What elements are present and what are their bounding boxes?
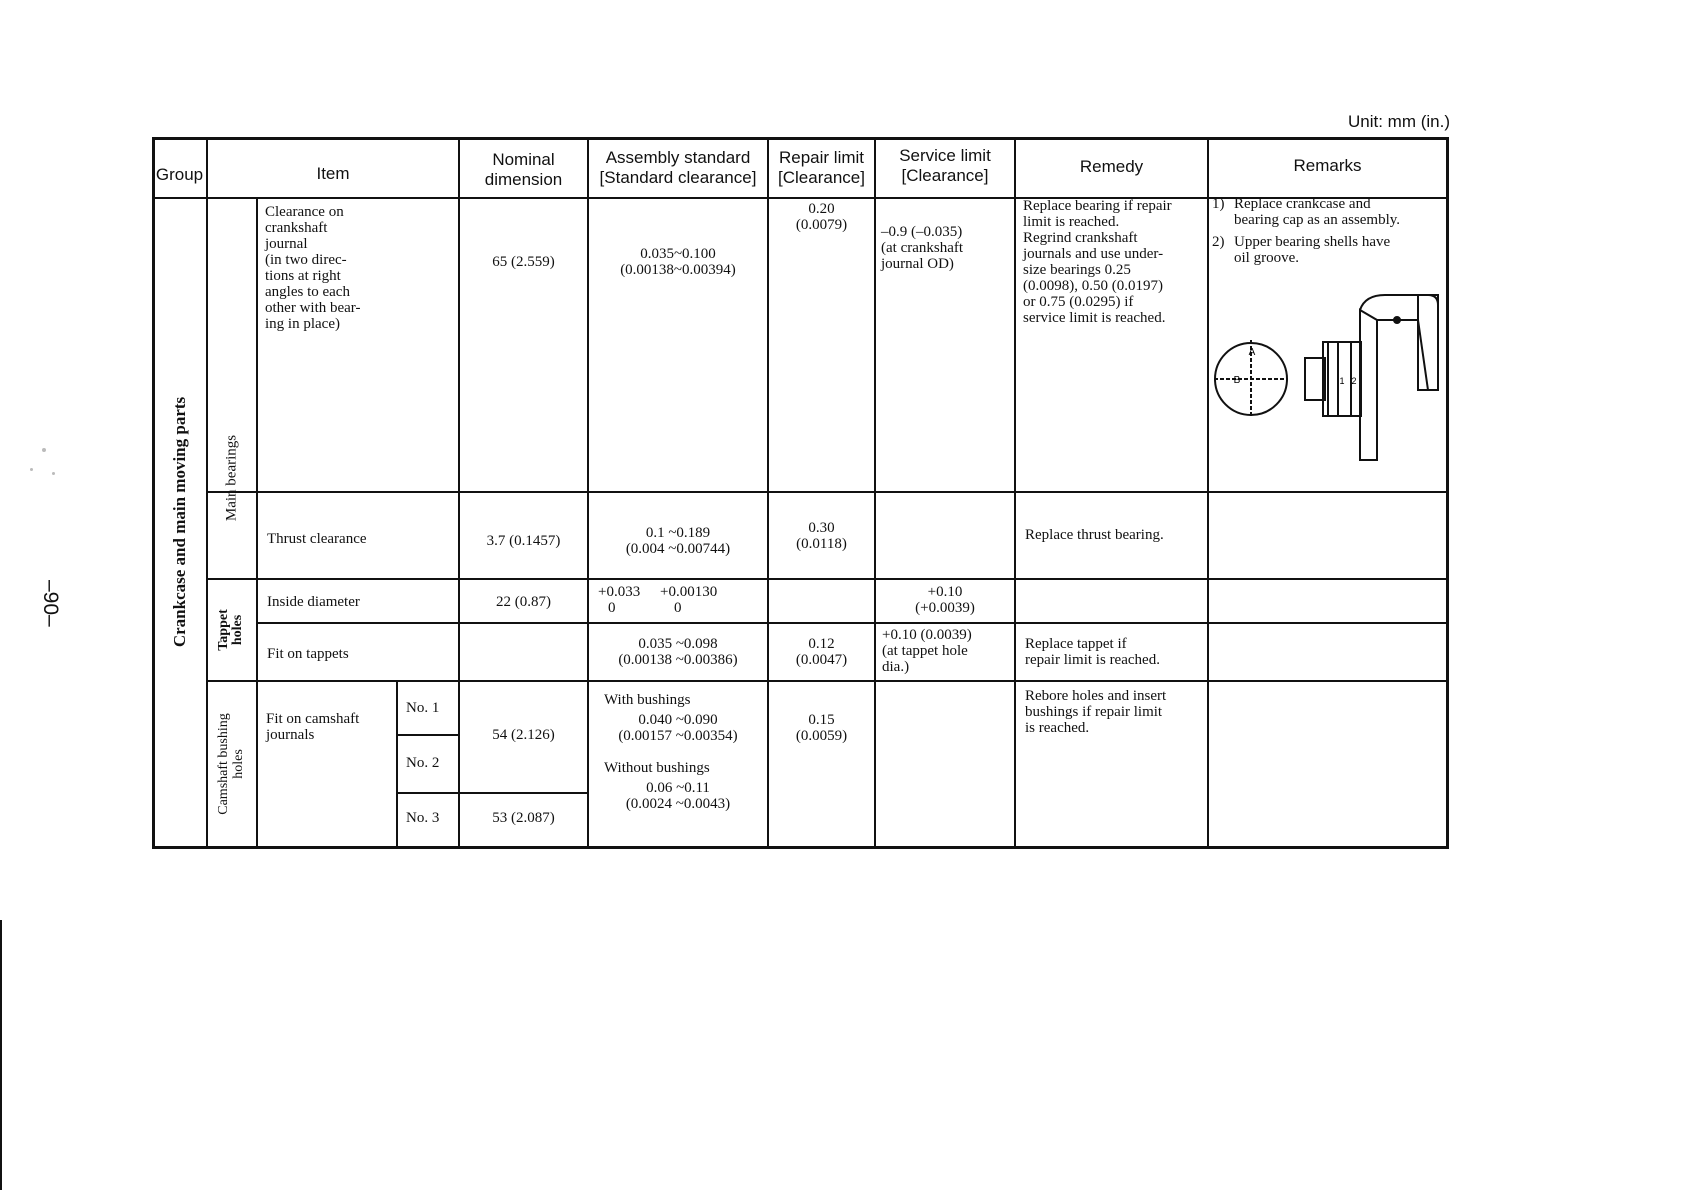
subgroup-main-bearings: Main bearings [223,434,240,522]
header-repair-limit: Repair limit [Clearance] [778,148,865,187]
item-fit-on-tappets: Fit on tappets [267,646,349,662]
remedy-fit-tappets: Replace tappet if repair limit is reached. [1025,636,1160,668]
assembly-without-bushings: 0.06 ~0.11 (0.0024 ~0.0043) [625,780,731,812]
assembly-fit-tappets: 0.035 ~0.098 (0.00138 ~0.00386) [618,636,738,668]
header-remarks: Remarks [1293,156,1362,175]
service-fit-tappets: +0.10 (0.0039) (at tappet hole dia.) [882,627,972,675]
remarks-crankshaft: 1) Replace crankcase and bearing cap as an assembly. 2) Upper bearing shells have oil groove. [1212,196,1401,266]
assembly-inside-diameter-mm: +0.033 0 [598,584,641,616]
nominal-crankshaft: 65 (2.559) [492,254,555,270]
item-crankshaft-clearance: Clearance on crankshaft journal (in two direc- tions at right angles to each other with bear- ing in place) [265,204,361,332]
group-label: Crankcase and main moving parts [170,396,189,648]
assembly-thrust: 0.1 ~0.189 (0.004 ~0.00744) [625,525,731,557]
header-remedy: Remedy [1079,157,1144,176]
nominal-camshaft-no1-no2: 54 (2.126) [492,727,555,743]
nominal-camshaft-no3: 53 (2.087) [492,810,555,826]
diagram-label-1: 1 [1339,376,1345,386]
scan-speck [42,448,46,452]
header-assembly-standard: Assembly standard [Standard clearance] [599,148,757,187]
item-fit-on-camshaft-journals: Fit on camshaft journals [266,711,360,743]
repair-fit-tappets: 0.12 (0.0047) [795,636,848,668]
nominal-thrust: 3.7 (0.1457) [486,533,561,549]
remedy-crankshaft: Replace bearing if repair limit is reached. Regrind crankshaft journals and use under- size bearings 0.25 (0.0098), 0.50 (0.0197) or 0.75 (0.0295) if service limit is reached. [1023,198,1172,326]
camshaft-no3: No. 3 [406,810,440,826]
camshaft-no1: No. 1 [406,700,440,716]
subgroup-camshaft-bushing-holes: Camshaft bushing holes [216,713,246,815]
header-service-limit: Service limit [Clearance] [899,146,991,185]
scan-speck [52,472,55,475]
assembly-crankshaft: 0.035~0.100 (0.00138~0.00394) [620,246,736,278]
repair-crankshaft: 0.20 (0.0079) [795,201,848,233]
subgroup-tappet-holes: Tappet holes [216,609,245,651]
assembly-with-bushings: 0.040 ~0.090 (0.00157 ~0.00354) [618,712,738,744]
page-number: –90– [39,580,62,627]
without-bushings-label: Without bushings [604,760,710,776]
camshaft-no2: No. 2 [406,755,440,771]
remedy-camshaft: Rebore holes and insert bushings if repair limit is reached. [1025,688,1167,736]
page-edge [0,920,2,1190]
diagram-label-b: B [1233,375,1241,386]
bearing-diagram [1210,290,1446,470]
service-inside-diameter: +0.10 (+0.0039) [915,584,975,616]
item-inside-diameter: Inside diameter [267,594,360,610]
diagram-label-a: A [1248,347,1256,358]
assembly-inside-diameter-in: +0.00130 0 [660,584,718,616]
header-nominal: Nominal dimension [484,150,563,189]
with-bushings-label: With bushings [604,692,691,708]
repair-thrust: 0.30 (0.0118) [796,520,847,552]
service-crankshaft: –0.9 (–0.035) (at crankshaft journal OD) [881,224,964,272]
header-group: Group [155,165,204,184]
diagram-label-2: 2 [1351,376,1357,386]
scan-speck [30,468,33,471]
header-item: Item [316,164,350,183]
nominal-inside-diameter: 22 (0.87) [496,594,551,610]
unit-label: Unit: mm (in.) [1348,112,1450,131]
repair-camshaft: 0.15 (0.0059) [795,712,848,744]
remedy-thrust: Replace thrust bearing. [1025,527,1164,543]
item-thrust-clearance: Thrust clearance [267,531,367,547]
